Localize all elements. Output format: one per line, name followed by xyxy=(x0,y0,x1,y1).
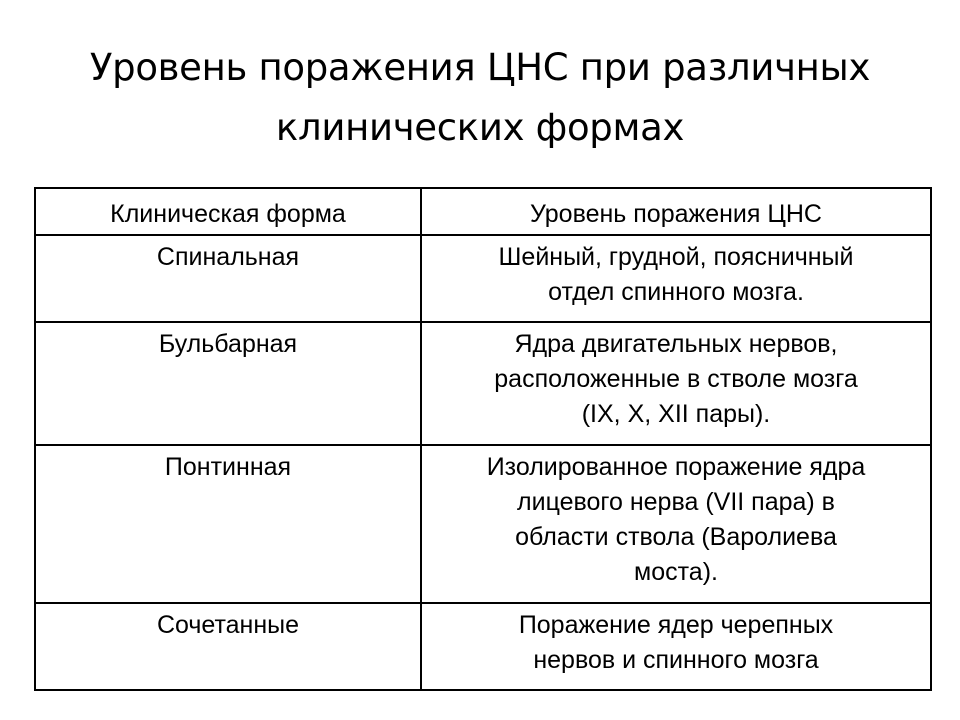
level-line: расположенные в стволе мозга xyxy=(494,365,858,393)
table-row xyxy=(35,445,931,603)
table-header-row xyxy=(35,188,931,235)
level-line: области ствола (Варолиева xyxy=(515,523,837,551)
level-line: нервов и спинного мозга xyxy=(533,646,819,674)
level-cell xyxy=(421,322,931,445)
level-line: (IX, X, XII пары). xyxy=(581,400,771,428)
slide-title-line-2: клинических формах xyxy=(275,106,685,149)
level-cell xyxy=(421,235,931,322)
table-row xyxy=(35,322,931,445)
form-cell: Понтинная xyxy=(35,445,421,603)
level-cell xyxy=(421,445,931,603)
header-cell-cns-level: Уровень поражения ЦНС xyxy=(421,188,931,235)
form-cell: Сочетанные xyxy=(35,603,421,690)
clinical-forms-table xyxy=(34,187,932,691)
form-cell: Бульбарная xyxy=(35,322,421,445)
level-line: лицевого нерва (VII пара) в xyxy=(517,488,835,516)
slide-title xyxy=(0,38,960,158)
header-cell-clinical-form: Клиническая форма xyxy=(35,188,421,235)
level-line: отдел спинного мозга. xyxy=(548,278,804,306)
table-row xyxy=(35,235,931,322)
level-line: моста). xyxy=(634,558,718,586)
level-line: Шейный, грудной, поясничный xyxy=(498,243,854,271)
table-row xyxy=(35,603,931,690)
level-line: Поражение ядер черепных xyxy=(518,611,834,639)
level-line: Ядра двигательных нервов, xyxy=(514,330,838,358)
level-cell xyxy=(421,603,931,690)
level-line: Изолированное поражение ядра xyxy=(486,453,866,481)
form-cell: Спинальная xyxy=(35,235,421,322)
slide-title-line-1: Уровень поражения ЦНС при различных xyxy=(89,46,871,89)
